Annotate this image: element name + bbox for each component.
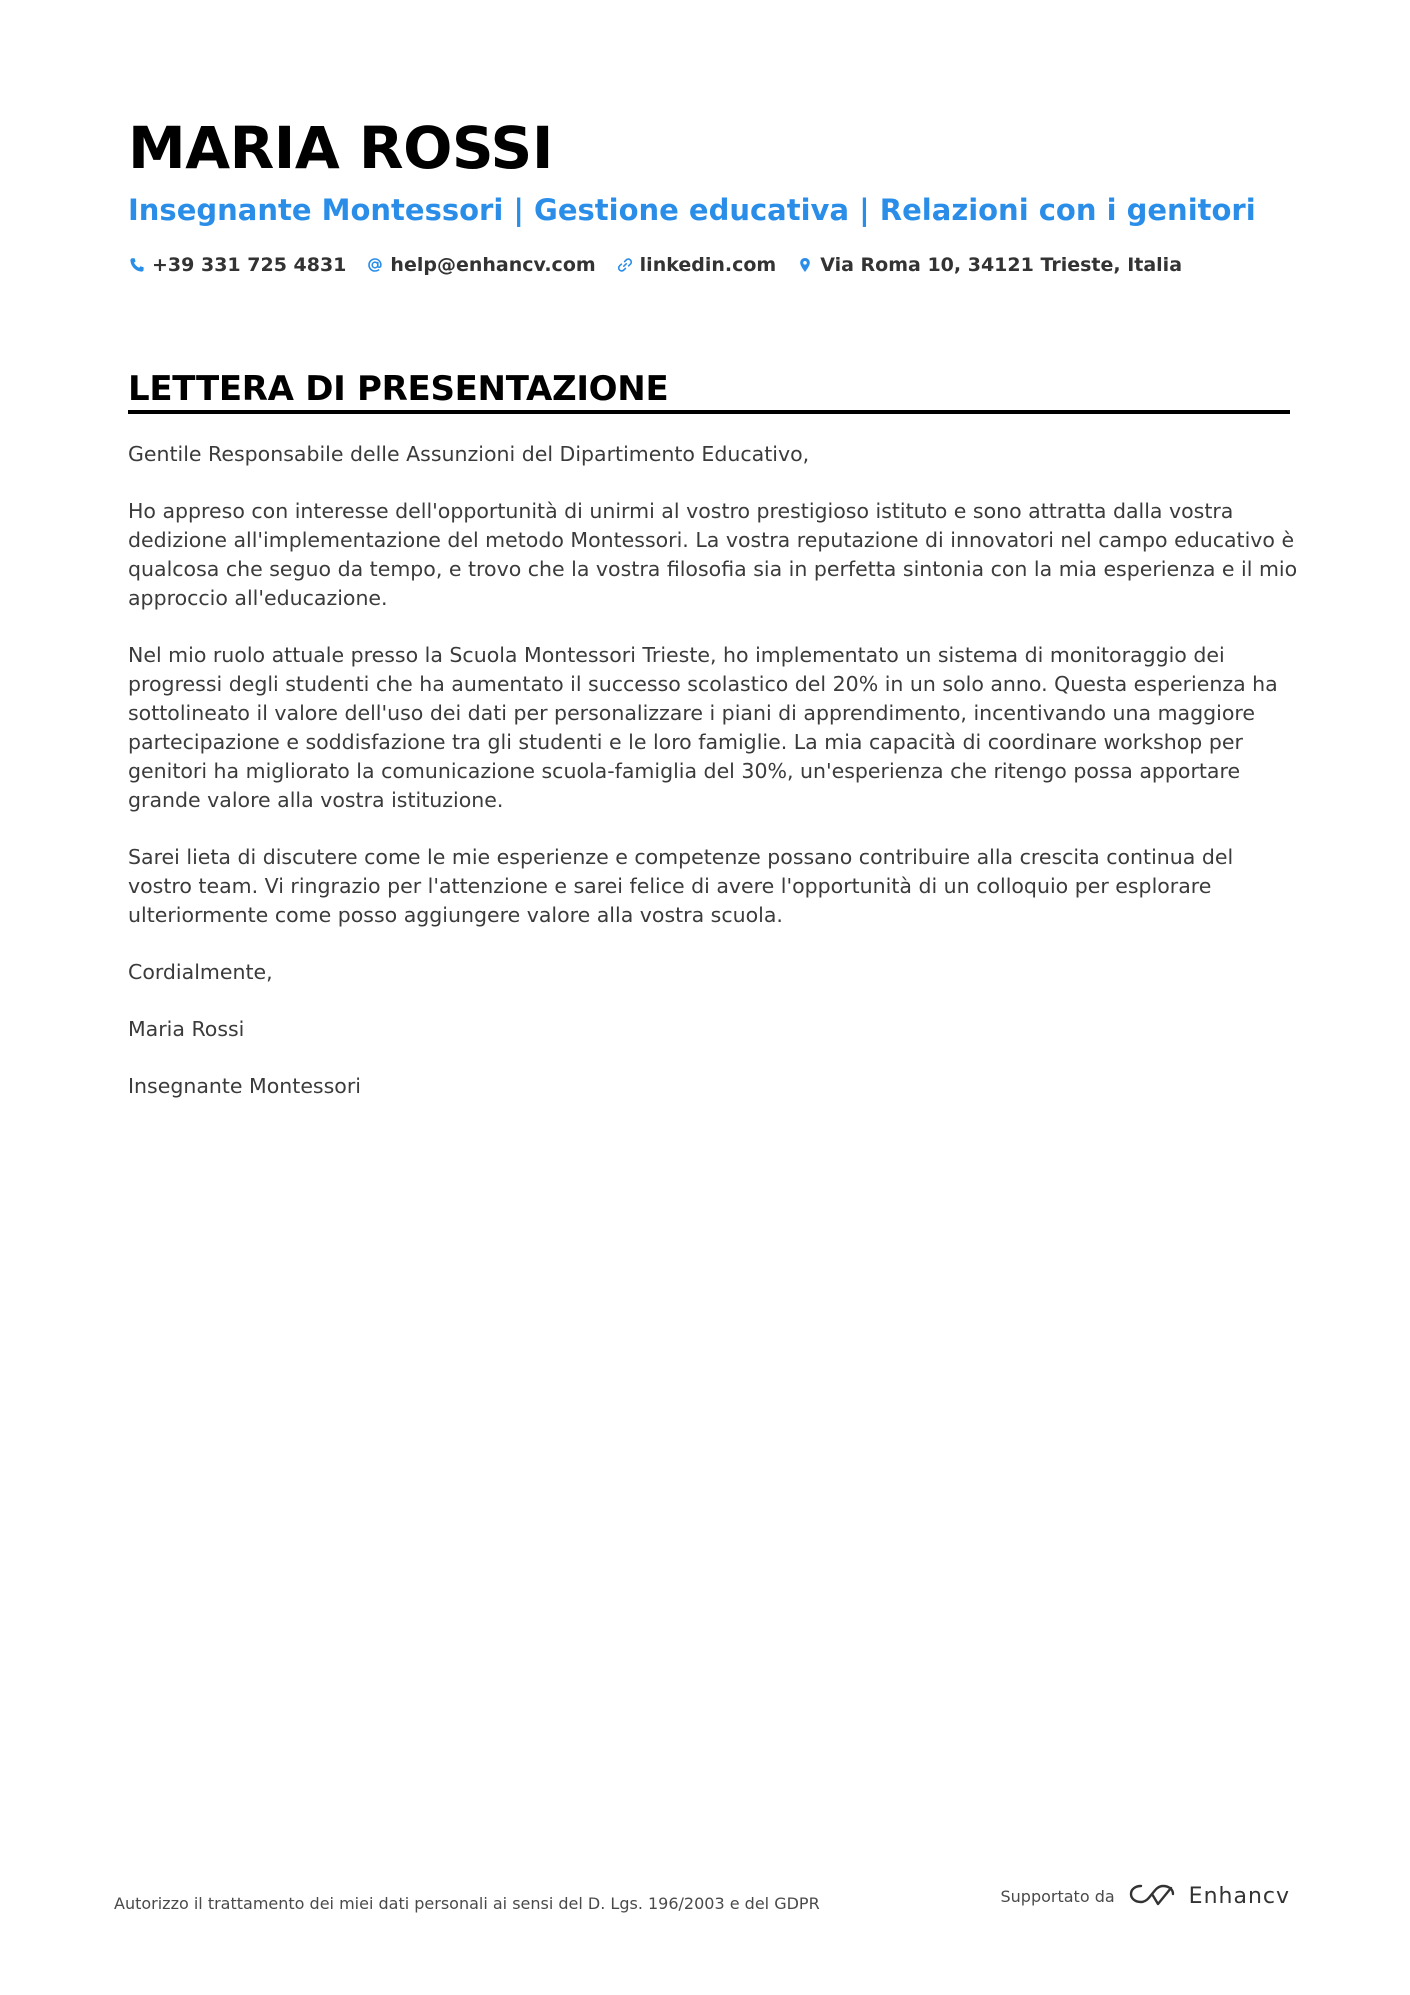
contact-linkedin (616, 254, 777, 276)
letter-greeting: Gentile Responsabile delle Assunzioni del Dipartimento Educativo, (128, 442, 810, 466)
candidate-name: MARIA ROSSI (128, 114, 553, 182)
letter-closing: Cordialmente, (128, 960, 273, 984)
section-divider (128, 410, 1290, 414)
location-pin-icon (796, 255, 814, 275)
contact-address-text: Via Roma 10, 34121 Trieste, Italia (820, 254, 1183, 276)
at-icon (366, 255, 384, 275)
footer-branding[interactable] (1001, 1880, 1291, 1912)
letter-body (128, 440, 1298, 1129)
section-title: LETTERA DI PRESENTAZIONE (128, 369, 669, 409)
contact-phone-text: +39 331 725 4831 (152, 254, 347, 276)
candidate-headline: Insegnante Montessori | Gestione educativa | Relazioni con i genitori (128, 193, 1256, 227)
signature-name: Maria Rossi (128, 1017, 245, 1041)
contact-phone (128, 254, 346, 276)
contact-email-text: help@enhancv.com (390, 254, 596, 276)
contact-bar (128, 254, 1202, 276)
letter-paragraph-2: Nel mio ruolo attuale presso la Scuola Montessori Trieste, ho implementato un sistema di monitoraggio dei progressi degli studenti che ha aumentato il successo scolastico del 20% in un solo anno. Questa esperienza ha sottolineato il valore dell'uso dei dati per personalizzare i piani di apprendimento, incentivando una maggiore partecipazione e soddisfazione tra gli studenti e le loro famiglie. La mia capacità di coordinare workshop per genitori ha migliorato la comunicazione scuola-famiglia del 30%, un'esperienza che ritengo possa apportare grande valore alla vostra istituzione. (128, 643, 1278, 812)
phone-icon (128, 255, 146, 275)
letter-paragraph-3: Sarei lieta di discutere come le mie esperienze e competenze possano contribuire alla crescita continua del vostro team. Vi ringrazio per l'attenzione e sarei felice di avere l'opportunità di un colloquio per esplorare ulteriormente come posso aggiungere valore alla vostra scuola. (128, 845, 1234, 927)
letter-paragraph-1: Ho appreso con interesse dell'opportunità di unirmi al vostro prestigioso istituto e sono attratta dalla vostra dedizione all'implementazione del metodo Montessori. La vostra reputazione di innovatori nel campo educativo è qualcosa che seguo da tempo, e trovo che la vostra filosofia sia in perfetta sintonia con la mia esperienza e il mio approccio all'educazione. (128, 499, 1298, 610)
enhancv-logo-icon (1127, 1880, 1189, 1912)
signature-title: Insegnante Montessori (128, 1074, 361, 1098)
footer-consent: Autorizzo il trattamento dei miei dati personali ai sensi del D. Lgs. 196/2003 e del GDPR (114, 1894, 820, 1913)
contact-address (796, 254, 1182, 276)
contact-email (366, 254, 595, 276)
contact-linkedin-text: linkedin.com (639, 254, 777, 276)
powered-by-label: Supportato da (1000, 1886, 1115, 1906)
brand-name: Enhancv (1188, 1883, 1290, 1909)
link-icon (616, 255, 634, 275)
